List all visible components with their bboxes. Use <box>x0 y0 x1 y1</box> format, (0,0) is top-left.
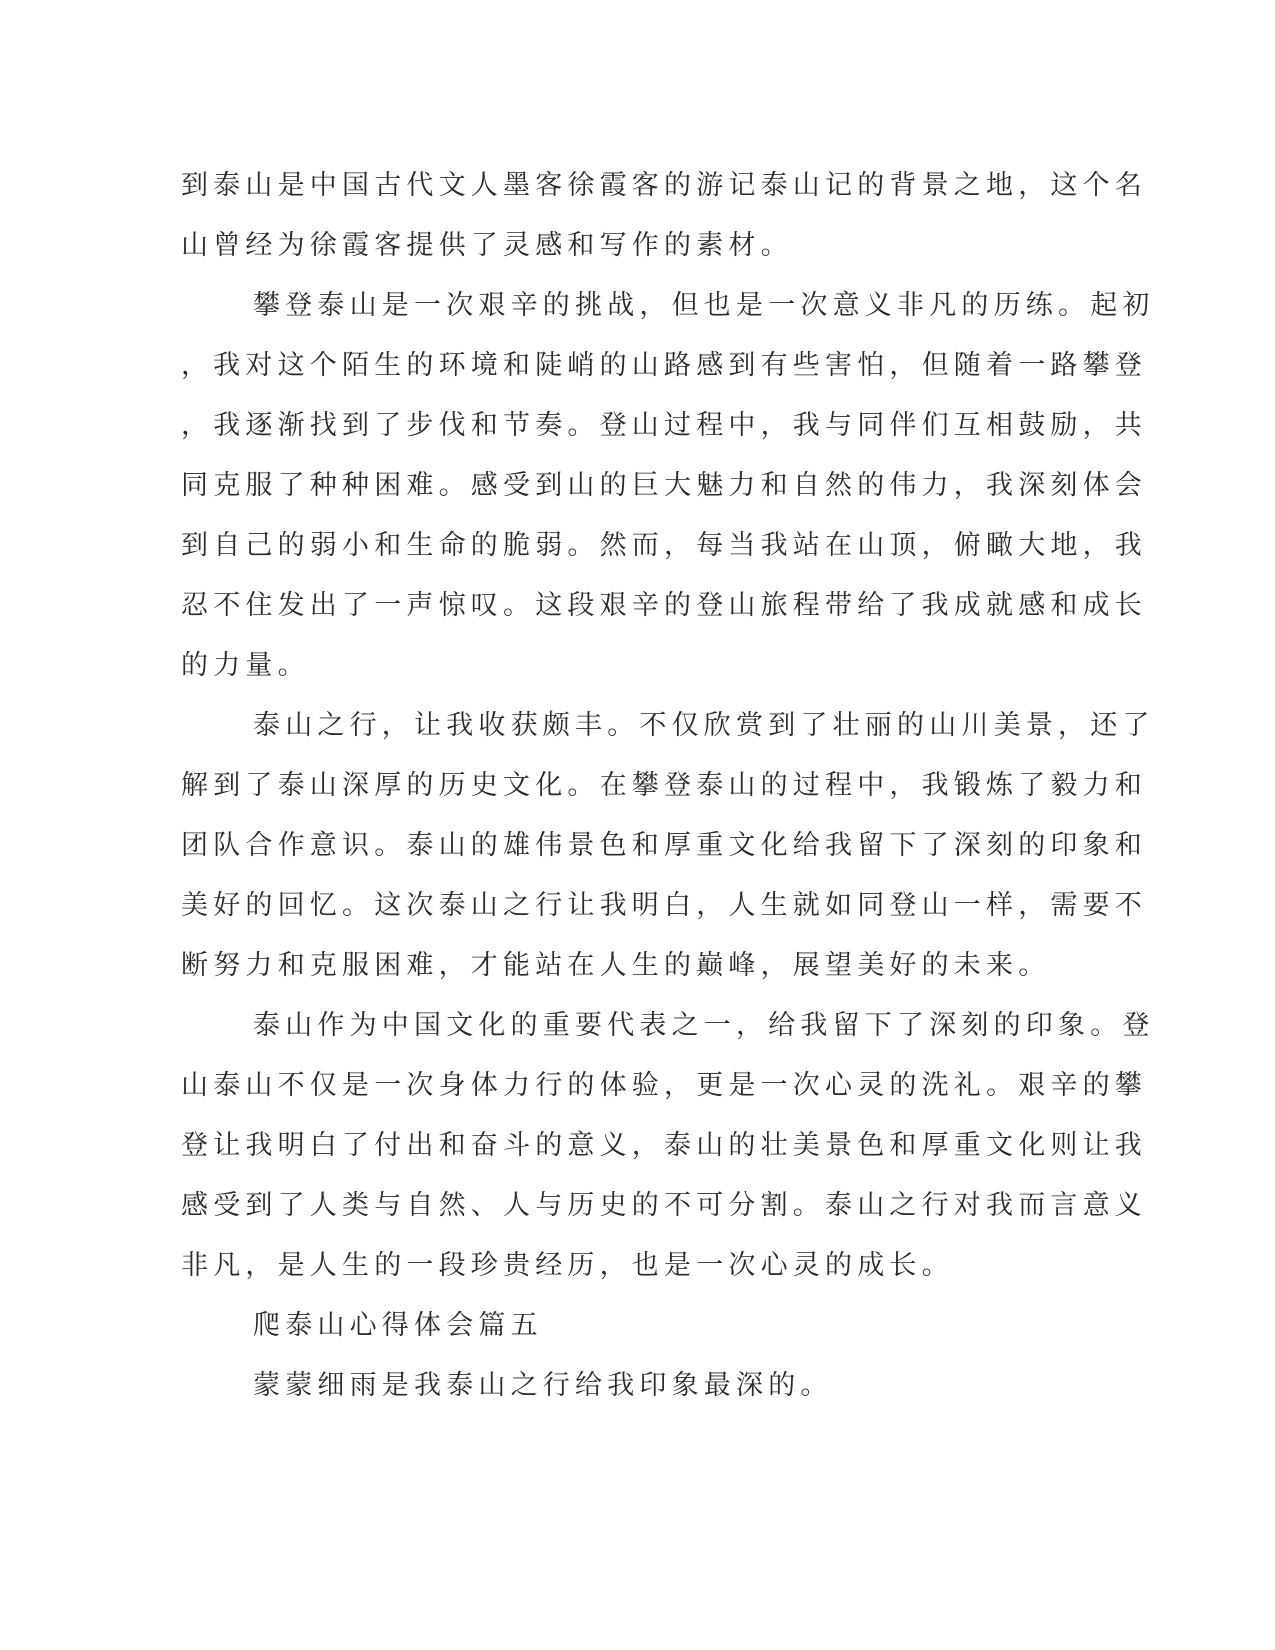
text-line: 山曾经为徐霞客提供了灵感和写作的素材。 <box>181 230 793 261</box>
text-line: 到泰山是中国古代文人墨客徐霞客的游记泰山记的背景之地，这个名 <box>181 170 1147 201</box>
text-line: 同克服了种种困难。感受到山的巨大魅力和自然的伟力，我深刻体会 <box>181 470 1147 501</box>
text-line: 忍不住发出了一声惊叹。这段艰辛的登山旅程带给了我成就感和成长 <box>181 590 1147 621</box>
body-text <box>181 156 1155 1416</box>
text-line: 解到了泰山深厚的历史文化。在攀登泰山的过程中，我锻炼了毅力和 <box>181 770 1147 801</box>
text-line: 的力量。 <box>181 650 310 681</box>
text-line: 到自己的弱小和生命的脆弱。然而，每当我站在山顶，俯瞰大地，我 <box>181 530 1147 561</box>
text-line: 山泰山不仅是一次身体力行的体验，更是一次心灵的洗礼。艰辛的攀 <box>181 1070 1147 1101</box>
text-line: 蒙蒙细雨是我泰山之行给我印象最深的。 <box>253 1370 833 1401</box>
text-line: ，我逐渐找到了步伐和节奏。登山过程中，我与同伴们互相鼓励，共 <box>181 410 1147 441</box>
text-line: 团队合作意识。泰山的雄伟景色和厚重文化给我留下了深刻的印象和 <box>181 830 1147 861</box>
text-line: 泰山作为中国文化的重要代表之一，给我留下了深刻的印象。登 <box>253 1010 1155 1041</box>
text-line: 泰山之行，让我收获颇丰。不仅欣赏到了壮丽的山川美景，还了 <box>253 710 1155 741</box>
text-line: 登让我明白了付出和奋斗的意义，泰山的壮美景色和厚重文化则让我 <box>181 1130 1147 1161</box>
text-line: 攀登泰山是一次艰辛的挑战，但也是一次意义非凡的历练。起初 <box>253 290 1155 321</box>
text-line: ，我对这个陌生的环境和陡峭的山路感到有些害怕，但随着一路攀登 <box>181 350 1147 381</box>
text-line: 断努力和克服困难，才能站在人生的巅峰，展望美好的未来。 <box>181 950 1051 981</box>
text-line: 非凡，是人生的一段珍贵经历，也是一次心灵的成长。 <box>181 1250 954 1281</box>
section-heading: 爬泰山心得体会篇五 <box>253 1310 543 1341</box>
text-line: 感受到了人类与自然、人与历史的不可分割。泰山之行对我而言意义 <box>181 1190 1147 1221</box>
text-line: 美好的回忆。这次泰山之行让我明白，人生就如同登山一样，需要不 <box>181 890 1147 921</box>
